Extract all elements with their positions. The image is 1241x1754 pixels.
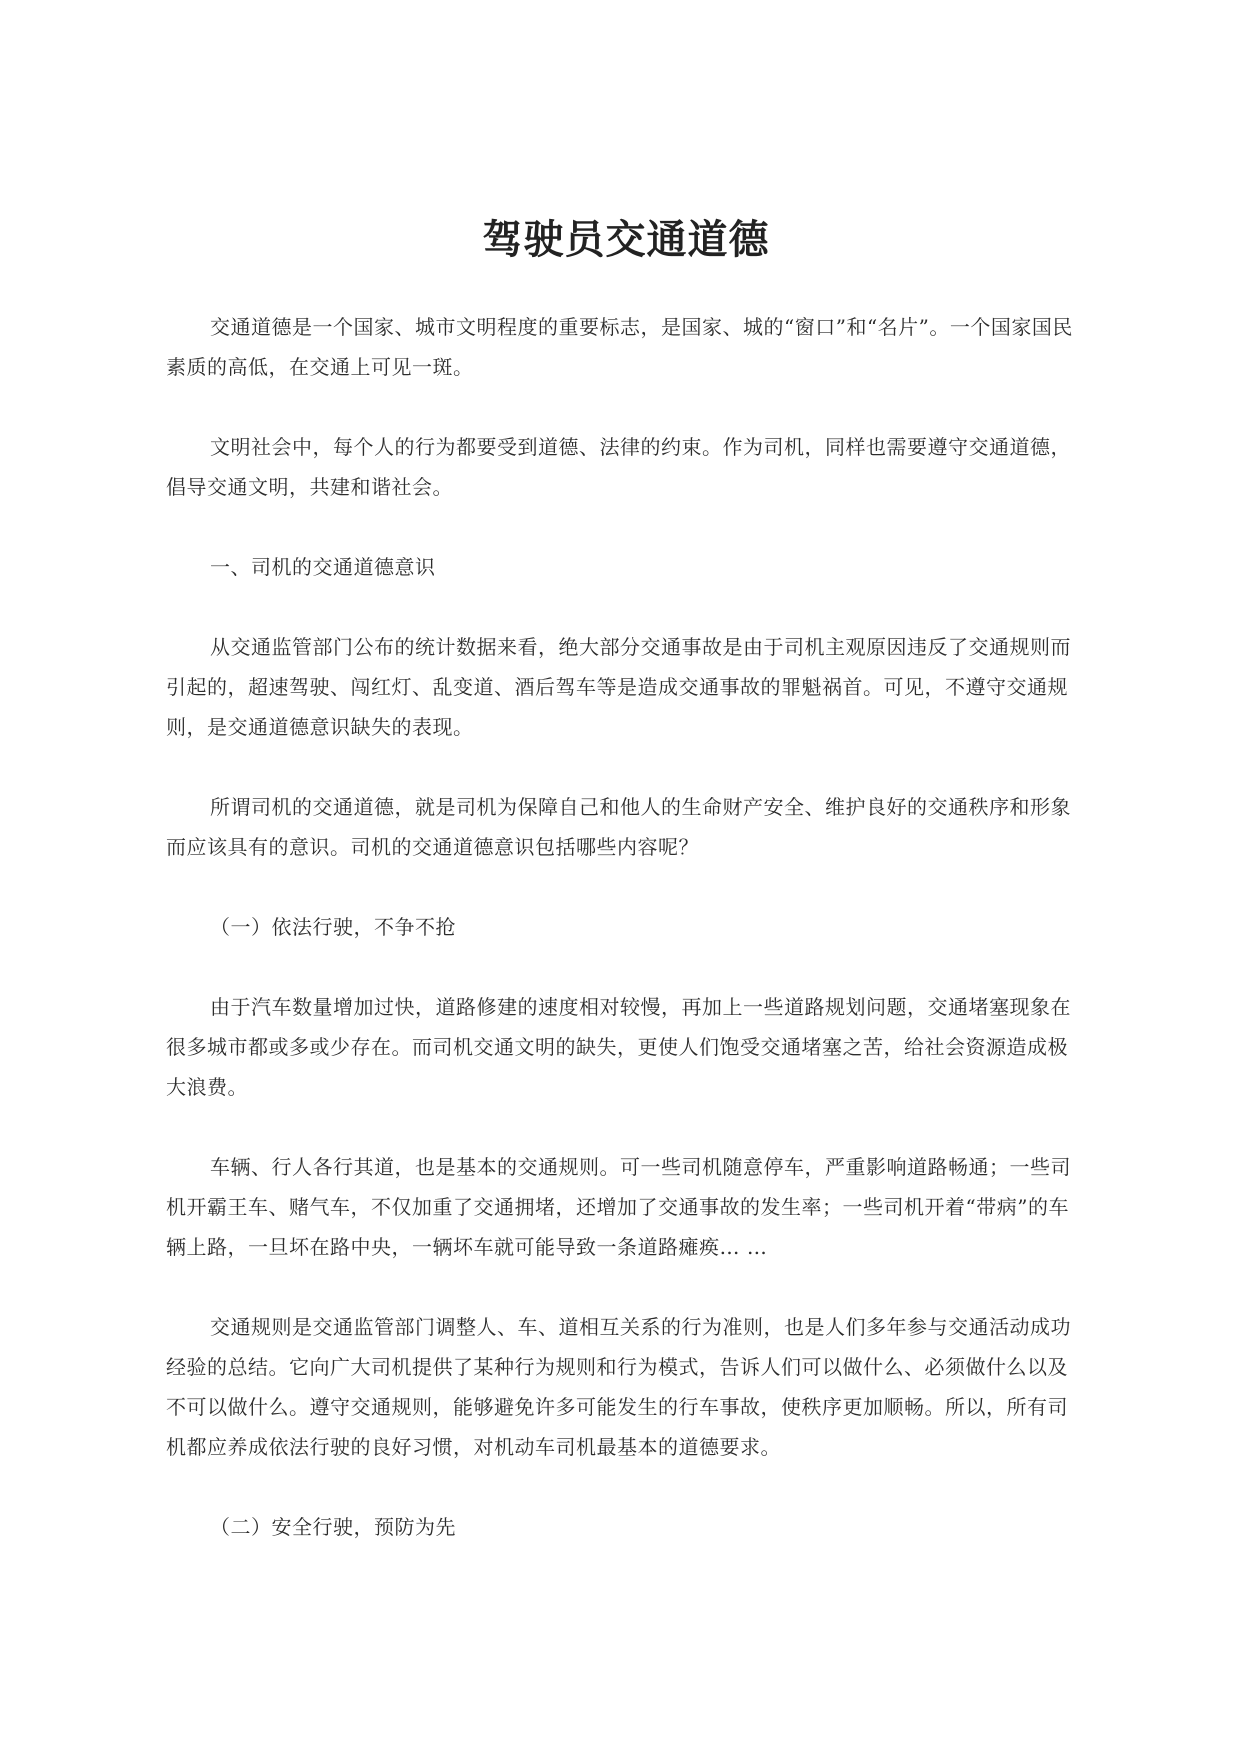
paragraph-civilized-society: 文明社会中，每个人的行为都要受到道德、法律的约束。作为司机，同样也需要遵守交通道德，倡导交通文明，共建和谐社会。 [166,435,1071,499]
document-title: 驾驶员交通道德 [482,216,770,263]
paragraph-traffic-rules: 交通规则是交通监管部门调整人、车、道相互关系的行为准则，也是人们多年参与交通活动成功经验的总结。它向广大司机提供了某种行为规则和行为模式，告诉人们可以做什么、必须做什么以及不可以做什么。遵守交通规则，能够避免许多可能发生的行车事故，使秩序更加顺畅。所以，所有司机都应养成依法行驶的良好习惯，对机动车司机最基本的道德要求。 [166,1315,1071,1459]
paragraph-intro: 交通道德是一个国家、城市文明程度的重要标志，是国家、城的“窗口”和“名片”。一个国家国民素质的高低，在交通上可见一斑。 [166,315,1073,379]
subsection-heading-2: （二）安全行驶，预防为先 [210,1515,456,1539]
subsection-heading-1: （一）依法行驶，不争不抢 [210,915,456,939]
paragraph-congestion: 由于汽车数量增加过快，道路修建的速度相对较慢，再加上一些道路规划问题，交通堵塞现象在很多城市都或多或少存在。而司机交通文明的缺失，更使人们饱受交通堵塞之苦，给社会资源造成极大浪费。 [166,995,1071,1099]
document-page [166,0,1086,1754]
paragraph-lanes: 车辆、行人各行其道，也是基本的交通规则。可一些司机随意停车，严重影响道路畅通；一些司机开霸王车、赌气车，不仅加重了交通拥堵，还增加了交通事故的发生率；一些司机开着“带病”的车辆上路，一旦坏在路中央，一辆坏车就可能导致一条道路瘫痪… … [166,1155,1071,1259]
paragraph-statistics: 从交通监管部门公布的统计数据来看，绝大部分交通事故是由于司机主观原因违反了交通规则而引起的，超速驾驶、闯红灯、乱变道、酒后驾车等是造成交通事故的罪魁祸首。可见，不遵守交通规则，是交通道德意识缺失的表现。 [166,635,1071,739]
paragraph-definition: 所谓司机的交通道德，就是司机为保障自己和他人的生命财产安全、维护良好的交通秩序和形象而应该具有的意识。司机的交通道德意识包括哪些内容呢？ [166,795,1071,859]
section-heading-1: 一、司机的交通道德意识 [210,555,436,579]
